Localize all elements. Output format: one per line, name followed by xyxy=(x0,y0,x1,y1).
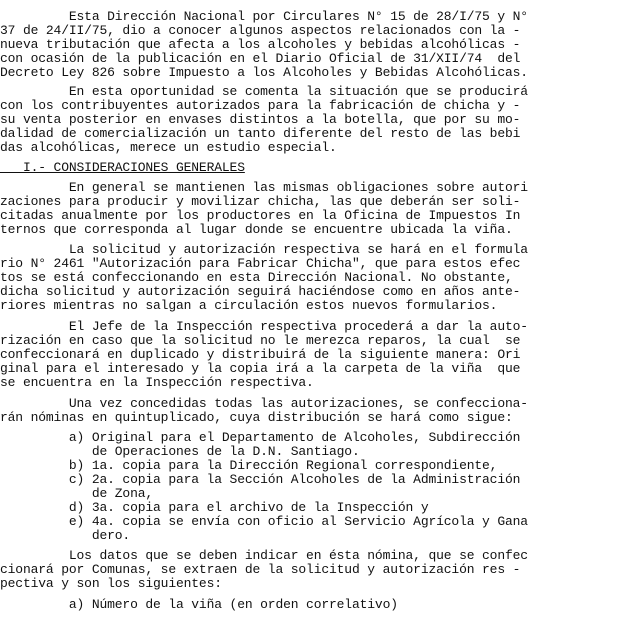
text-line: Una vez concedidas todas las autorizaciones, se confecciona- xyxy=(0,396,528,411)
list-item: b) 1a. copia para la Dirección Regional correspondiente, xyxy=(0,458,498,473)
text-line: confeccionará en duplicado y distribuirá de la siguiente manera: Ori xyxy=(0,347,521,362)
text-line: 37 de 24/II/75, dio a conocer algunos aspectos relacionados con la - xyxy=(0,23,521,38)
text-line: se encuentra en la Inspección respectiva. xyxy=(0,375,314,390)
text-line: Los datos que se deben indicar en ésta nómina, que se confec xyxy=(0,548,528,563)
list-item: d) 3a. copia para el archivo de la Inspección y xyxy=(0,500,429,515)
text-line: dalidad de comercialización un tanto diferente del resto de las bebi xyxy=(0,126,521,141)
section-heading: I.- CONSIDERACIONES GENERALES xyxy=(0,160,245,175)
list-item: de Zona, xyxy=(0,486,154,501)
text-line: dicha solicitud y autorización seguirá haciéndose como en años ante- xyxy=(0,284,521,299)
text-line: con ocasión de la publicación en el Diario Oficial de 31/XII/74 del xyxy=(0,51,521,66)
text-line: En esta oportunidad se comenta la situación que se producirá xyxy=(0,84,528,99)
text-line: con los contribuyentes autorizados para la fabricación de chicha y - xyxy=(0,98,521,113)
text-line: ternos que corresponda al lugar donde se encuentre ubicada la viña. xyxy=(0,222,513,237)
text-line: rización en caso que la solicitud no le merezca reparos, la cual se xyxy=(0,333,521,348)
text-line: cionará por Comunas, se extraen de la solicitud y autorización res - xyxy=(0,562,521,577)
text-line: rio N° 2461 "Autorización para Fabricar Chicha", que para estos efec xyxy=(0,256,521,271)
text-line: Esta Dirección Nacional por Circulares N° 15 de 28/I/75 y N° xyxy=(0,9,528,24)
text-line: pectiva y son los siguientes: xyxy=(0,576,222,591)
text-line: su venta posterior en envases distintos a la botella, que por su mo- xyxy=(0,112,521,127)
text-line: rán nóminas en quintuplicado, cuya distribución se hará como sigue: xyxy=(0,410,513,425)
text-line: citadas anualmente por los productores en la Oficina de Impuestos In xyxy=(0,208,521,223)
text-line: ginal para el interesado y la copia irá a la carpeta de la viña que xyxy=(0,361,521,376)
text-line: Decreto Ley 826 sobre Impuesto a los Alcoholes y Bebidas Alcohólicas. xyxy=(0,65,528,80)
list-item: a) Original para el Departamento de Alcoholes, Subdirección xyxy=(0,430,521,445)
text-line: El Jefe de la Inspección respectiva procederá a dar la auto- xyxy=(0,319,528,334)
text-line: tos se está confeccionando en esta Dirección Nacional. No obstante, xyxy=(0,270,513,285)
list-item: a) Número de la viña (en orden correlativo) xyxy=(0,597,398,612)
text-line: La solicitud y autorización respectiva se hará en el formula xyxy=(0,242,528,257)
list-item: dero. xyxy=(0,528,131,543)
list-item: c) 2a. copia para la Sección Alcoholes de la Administración xyxy=(0,472,521,487)
text-line: En general se mantienen las mismas obligaciones sobre autori xyxy=(0,180,528,195)
text-line: nueva tributación que afecta a los alcoholes y bebidas alcohólicas - xyxy=(0,37,521,52)
list-item: de Operaciones de la D.N. Santiago. xyxy=(0,444,360,459)
text-line: riores mientras no salgan a circulación estos nuevos formularios. xyxy=(0,298,498,313)
text-line: das alcohólicas, merece un estudio especial. xyxy=(0,140,337,155)
text-line: zaciones para producir y movilizar chicha, las que deberán ser soli- xyxy=(0,194,521,209)
list-item: e) 4a. copia se envía con oficio al Servicio Agrícola y Gana xyxy=(0,514,528,529)
